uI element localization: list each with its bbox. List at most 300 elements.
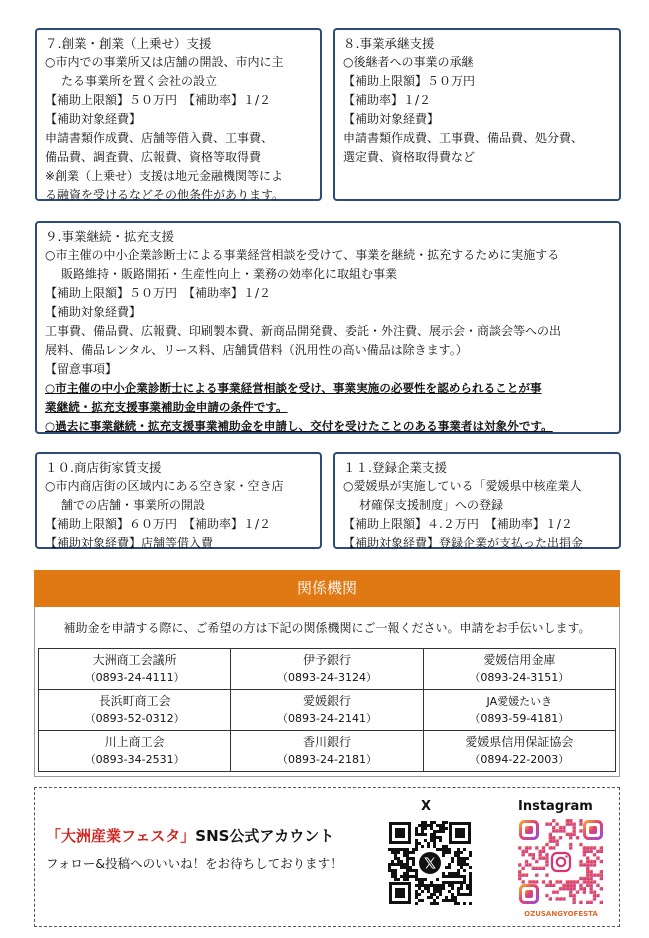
qr-module xyxy=(579,860,582,863)
qr-module xyxy=(576,880,579,883)
qr-module xyxy=(436,902,439,905)
qr-module xyxy=(454,899,457,902)
sns-title xyxy=(46,825,334,846)
qr-module xyxy=(403,878,406,881)
qr-module xyxy=(406,854,409,857)
sns-message: フォロー&投稿へのいいね！をお待ちしております！ xyxy=(46,856,343,871)
box-line: ○市内商店街の区域内にある空き家・空き店 xyxy=(45,479,284,493)
qr-module xyxy=(586,856,589,859)
qr-module xyxy=(400,866,403,869)
qr-module xyxy=(555,839,558,842)
qr-module xyxy=(424,884,427,887)
qr-module xyxy=(427,884,430,887)
qr-module xyxy=(586,846,589,849)
qr-module xyxy=(406,848,409,851)
related-organizations-header: 関係機関 xyxy=(34,570,620,607)
qr-module xyxy=(545,860,548,863)
qr-module xyxy=(415,890,418,893)
organization-cell xyxy=(231,731,423,772)
organization-name: 愛媛銀行 xyxy=(302,694,351,708)
qr-module xyxy=(532,880,535,883)
qr-module xyxy=(427,890,430,893)
qr-module xyxy=(593,880,596,883)
qr-module xyxy=(412,869,415,872)
organization-name: 川上商工会 xyxy=(104,735,165,749)
qr-module xyxy=(439,887,442,890)
qr-module xyxy=(457,890,460,893)
qr-module xyxy=(457,854,460,857)
qr-module xyxy=(589,860,592,863)
qr-module xyxy=(569,887,572,890)
qr-module xyxy=(445,827,448,830)
qr-module xyxy=(463,893,466,896)
qr-module xyxy=(412,848,415,851)
qr-module xyxy=(421,881,424,884)
qr-module xyxy=(545,863,548,866)
qr-module xyxy=(463,857,466,860)
instagram-qr-code-icon[interactable] xyxy=(517,818,605,920)
qr-module xyxy=(528,863,531,866)
qr-module xyxy=(448,848,451,851)
qr-module xyxy=(436,896,439,899)
qr-module xyxy=(445,899,448,902)
box-shopping-street-rent-support xyxy=(35,452,322,549)
qr-module xyxy=(593,894,596,897)
qr-module xyxy=(430,821,433,824)
qr-module xyxy=(442,887,445,890)
notice-line: ○過去に事業継続・拡充支援事業補助金を申請し、交付を受けたことのある事業者は対象外です。 xyxy=(45,419,553,433)
qr-module xyxy=(451,899,454,902)
organization-phone: （0893-24-2141） xyxy=(277,712,377,725)
sns-title-rest: SNS公式アカウント xyxy=(195,827,335,845)
qr-module xyxy=(436,884,439,887)
qr-module xyxy=(409,875,412,878)
box-title: １０.商店街家賃支援 xyxy=(45,460,162,475)
qr-module xyxy=(433,890,436,893)
qr-module xyxy=(424,887,427,890)
qr-module xyxy=(403,851,406,854)
organization-cell xyxy=(423,690,615,731)
organization-phone: （0893-59-4181） xyxy=(469,712,570,725)
qr-module xyxy=(579,829,582,832)
qr-module xyxy=(583,887,586,890)
qr-module xyxy=(415,884,418,887)
qr-module xyxy=(542,880,545,883)
qr-module xyxy=(412,875,415,878)
organization-name: 長浜町商工会 xyxy=(98,694,171,708)
qr-module xyxy=(521,867,524,870)
qr-module xyxy=(397,857,400,860)
box-line: 備品費、調査費、広報費、資格等取得費 xyxy=(45,150,262,164)
qr-module xyxy=(460,884,463,887)
qr-module xyxy=(397,860,400,863)
qr-module xyxy=(569,833,572,836)
box-title: ８.事業承継支援 xyxy=(343,36,435,51)
organization-cell xyxy=(39,690,231,731)
qr-module xyxy=(572,822,575,825)
qr-module xyxy=(579,822,582,825)
qr-module xyxy=(600,887,603,890)
qr-module xyxy=(403,872,406,875)
qr-module xyxy=(391,875,394,878)
qr-module xyxy=(406,875,409,878)
qr-module xyxy=(406,857,409,860)
qr-module xyxy=(394,875,397,878)
qr-module xyxy=(460,887,463,890)
box-continuation-support xyxy=(35,221,621,434)
qr-module xyxy=(566,880,569,883)
organization-phone: （0893-34-2531） xyxy=(84,753,185,766)
qr-module xyxy=(518,846,521,849)
qr-module xyxy=(469,902,472,905)
qr-module xyxy=(448,899,451,902)
qr-module xyxy=(469,866,472,869)
qr-module xyxy=(586,870,589,873)
box-line: 【補助対象経費】 xyxy=(343,112,440,126)
qr-module xyxy=(394,863,397,866)
qr-module xyxy=(436,887,439,890)
qr-module xyxy=(466,893,469,896)
box-line: 展料、備品レンタル、リース料、店舗賃借料（汎用性の高い備品は除きます。） xyxy=(45,343,468,357)
qr-module xyxy=(436,830,439,833)
qr-module xyxy=(549,897,552,900)
qr-module xyxy=(454,851,457,854)
qr-module xyxy=(406,872,409,875)
qr-module xyxy=(403,854,406,857)
organization-name: 伊予銀行 xyxy=(302,653,351,667)
qr-module xyxy=(545,856,548,859)
qr-module xyxy=(463,902,466,905)
qr-module xyxy=(552,884,555,887)
qr-module xyxy=(442,875,445,878)
qr-module xyxy=(460,860,463,863)
qr-module xyxy=(518,870,521,873)
qr-module xyxy=(415,896,418,899)
qr-module xyxy=(535,880,538,883)
qr-module xyxy=(463,863,466,866)
qr-module xyxy=(400,848,403,851)
qr-module xyxy=(418,833,421,836)
qr-module xyxy=(579,863,582,866)
qr-module xyxy=(566,819,569,822)
qr-module xyxy=(445,875,448,878)
qr-module xyxy=(559,880,562,883)
qr-module xyxy=(418,884,421,887)
qr-module xyxy=(549,836,552,839)
qr-module xyxy=(545,843,548,846)
qr-module xyxy=(596,873,599,876)
qr-module xyxy=(589,863,592,866)
qr-module xyxy=(538,853,541,856)
qr-module xyxy=(442,827,445,830)
qr-module xyxy=(439,848,442,851)
qr-module xyxy=(394,854,397,857)
organization-phone: （0893-24-3151） xyxy=(469,671,570,684)
qr-module xyxy=(415,833,418,836)
qr-module xyxy=(442,872,445,875)
qr-module xyxy=(454,875,457,878)
qr-module xyxy=(424,839,427,842)
qr-module xyxy=(436,890,439,893)
qr-module xyxy=(532,853,535,856)
qr-module xyxy=(569,846,572,849)
qr-module xyxy=(572,894,575,897)
qr-module xyxy=(430,833,433,836)
organization-cell xyxy=(231,690,423,731)
qr-module xyxy=(436,836,439,839)
qr-module xyxy=(421,899,424,902)
qr-module xyxy=(421,830,424,833)
qr-module xyxy=(552,890,555,893)
qr-module xyxy=(400,860,403,863)
qr-module xyxy=(439,827,442,830)
qr-module xyxy=(569,884,572,887)
qr-module xyxy=(535,846,538,849)
qr-module xyxy=(596,856,599,859)
qr-module xyxy=(424,833,427,836)
qr-module xyxy=(549,880,552,883)
qr-module xyxy=(596,894,599,897)
qr-module xyxy=(463,860,466,863)
box-title: ７.創業・創業（上乗せ）支援 xyxy=(45,36,212,51)
qr-module xyxy=(415,875,418,878)
qr-module xyxy=(457,863,460,866)
box-line: たる事業所を置く会社の設立 xyxy=(61,74,218,88)
qr-module xyxy=(538,867,541,870)
box-title: ９.事業継続・拡充支援 xyxy=(45,229,174,244)
qr-module xyxy=(589,870,592,873)
qr-module xyxy=(451,893,454,896)
qr-module xyxy=(451,857,454,860)
qr-module xyxy=(430,884,433,887)
qr-module xyxy=(448,872,451,875)
organization-phone: （0893-24-2181） xyxy=(277,753,377,766)
box-line: 舗での店舗・事業所の開設 xyxy=(61,498,206,512)
box-line: ○愛媛県が実施している「愛媛県中核産業人 xyxy=(343,479,582,493)
qr-module xyxy=(397,848,400,851)
qr-module xyxy=(430,824,433,827)
qr-module xyxy=(442,821,445,824)
qr-module xyxy=(460,857,463,860)
qr-module xyxy=(559,897,562,900)
qr-module xyxy=(559,836,562,839)
qr-module xyxy=(415,845,418,848)
qr-module xyxy=(525,860,528,863)
qr-module xyxy=(421,884,424,887)
qr-module xyxy=(562,884,565,887)
qr-module xyxy=(593,860,596,863)
organization-name: 愛媛信用金庫 xyxy=(483,653,556,667)
qr-module xyxy=(596,884,599,887)
qr-module xyxy=(569,843,572,846)
qr-module xyxy=(442,848,445,851)
qr-module xyxy=(448,890,451,893)
qr-module xyxy=(528,846,531,849)
qr-module xyxy=(555,897,558,900)
qr-module xyxy=(589,901,592,904)
qr-module xyxy=(518,863,521,866)
qr-module xyxy=(394,857,397,860)
qr-module xyxy=(572,897,575,900)
qr-module xyxy=(448,851,451,854)
qr-module xyxy=(442,881,445,884)
qr-module xyxy=(583,880,586,883)
qr-module xyxy=(406,866,409,869)
qr-module xyxy=(433,893,436,896)
qr-module xyxy=(397,851,400,854)
qr-module xyxy=(549,839,552,842)
qr-module xyxy=(549,833,552,836)
qr-module xyxy=(542,867,545,870)
qr-module xyxy=(451,875,454,878)
qr-module xyxy=(559,826,562,829)
qr-module xyxy=(454,872,457,875)
qr-module xyxy=(394,848,397,851)
qr-module xyxy=(589,850,592,853)
qr-module xyxy=(566,822,569,825)
qr-module xyxy=(552,819,555,822)
qr-module xyxy=(466,887,469,890)
qr-module xyxy=(412,863,415,866)
qr-module xyxy=(448,863,451,866)
qr-module xyxy=(454,854,457,857)
qr-module xyxy=(403,875,406,878)
box-line: 販路維持・販路開拓・生産性向上・業務の効率化に取組む事業 xyxy=(61,267,398,281)
qr-module xyxy=(586,850,589,853)
qr-module xyxy=(545,884,548,887)
qr-module xyxy=(436,824,439,827)
qr-module xyxy=(600,877,603,880)
qr-module xyxy=(433,842,436,845)
qr-module xyxy=(430,836,433,839)
box-line: る融資を受けるなどその他条件があります。 xyxy=(45,188,285,202)
qr-module xyxy=(596,850,599,853)
qr-module xyxy=(433,902,436,905)
qr-module xyxy=(549,822,552,825)
box-line: ○後継者への事業の承継 xyxy=(343,55,474,69)
qr-module xyxy=(589,846,592,849)
qr-module xyxy=(406,869,409,872)
qr-module xyxy=(457,881,460,884)
qr-module xyxy=(445,881,448,884)
qr-module xyxy=(535,873,538,876)
box-line: ○市内での事業所又は店舗の開設、市内に主 xyxy=(45,55,284,69)
qr-module xyxy=(412,851,415,854)
qr-module xyxy=(439,836,442,839)
qr-module xyxy=(460,875,463,878)
qr-module xyxy=(555,822,558,825)
qr-module xyxy=(415,878,418,881)
qr-module xyxy=(562,887,565,890)
qr-module xyxy=(421,824,424,827)
qr-module xyxy=(442,824,445,827)
qr-module xyxy=(400,875,403,878)
organization-phone: （0893-24-3124） xyxy=(277,671,377,684)
qr-module xyxy=(535,860,538,863)
qr-module xyxy=(457,902,460,905)
qr-module xyxy=(394,878,397,881)
qr-module xyxy=(583,890,586,893)
qr-module xyxy=(457,893,460,896)
box-succession-support xyxy=(333,28,621,201)
qr-module xyxy=(572,829,575,832)
qr-module xyxy=(388,848,391,851)
qr-module xyxy=(583,863,586,866)
qr-module xyxy=(412,857,415,860)
qr-module xyxy=(394,851,397,854)
organization-name: JA愛媛たいき xyxy=(486,695,553,708)
qr-module xyxy=(469,851,472,854)
qr-module xyxy=(569,880,572,883)
qr-module xyxy=(469,872,472,875)
organization-cell xyxy=(231,649,423,690)
qr-module xyxy=(552,826,555,829)
qr-module xyxy=(442,884,445,887)
qr-module xyxy=(448,875,451,878)
qr-module xyxy=(427,842,430,845)
qr-module xyxy=(445,866,448,869)
qr-module xyxy=(418,881,421,884)
qr-module xyxy=(460,863,463,866)
box-line: 材確保支援制度」への登録 xyxy=(359,498,504,512)
qr-module xyxy=(421,821,424,824)
qr-module xyxy=(600,870,603,873)
qr-module xyxy=(421,827,424,830)
qr-module xyxy=(518,873,521,876)
organization-phone: （0894-22-2003） xyxy=(469,753,570,766)
organization-name: 愛媛県信用保証協会 xyxy=(465,735,574,749)
qr-module xyxy=(430,881,433,884)
qr-module xyxy=(457,857,460,860)
qr-module xyxy=(394,872,397,875)
qr-module xyxy=(521,853,524,856)
qr-module xyxy=(427,824,430,827)
qr-module xyxy=(569,894,572,897)
qr-module xyxy=(559,829,562,832)
box-title: １１.登録企業支援 xyxy=(343,460,447,475)
qr-module xyxy=(549,884,552,887)
qr-module xyxy=(442,851,445,854)
qr-module xyxy=(469,878,472,881)
qr-module xyxy=(566,833,569,836)
qr-module xyxy=(463,875,466,878)
qr-module xyxy=(600,873,603,876)
x-qr-code-icon[interactable] xyxy=(387,820,473,906)
qr-module xyxy=(542,846,545,849)
qr-module xyxy=(463,878,466,881)
qr-module xyxy=(552,836,555,839)
qr-module xyxy=(433,887,436,890)
qr-module xyxy=(463,848,466,851)
qr-module xyxy=(545,853,548,856)
qr-module xyxy=(469,875,472,878)
qr-module xyxy=(424,878,427,881)
qr-module xyxy=(415,872,418,875)
qr-module xyxy=(559,887,562,890)
qr-module xyxy=(406,851,409,854)
qr-module xyxy=(469,881,472,884)
qr-module xyxy=(457,869,460,872)
qr-module xyxy=(388,869,391,872)
qr-module xyxy=(583,850,586,853)
x-label: X xyxy=(421,799,432,814)
table-row xyxy=(39,690,616,731)
qr-module xyxy=(448,884,451,887)
qr-module xyxy=(576,890,579,893)
box-registered-company-support xyxy=(333,452,621,549)
qr-module xyxy=(466,857,469,860)
qr-module xyxy=(415,827,418,830)
